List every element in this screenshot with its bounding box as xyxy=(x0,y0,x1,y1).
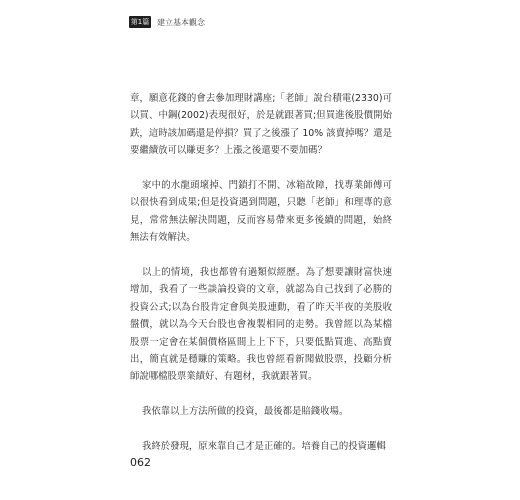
running-header xyxy=(129,16,205,28)
paragraph-5: 我終於發現，原來靠自己才是正確的。培養自己的投資邏輯 xyxy=(142,441,386,453)
paragraph-2: 家中的水龍頭壞掉、門鎖打不開、冰箱故障，找專業師傅可以很快看到成果;但是投資遇到問題，只聽「老師」和理專的意見，常常無法解決問題，反而容易帶來更多後續的問題，始終無法有效解決。 xyxy=(130,180,392,244)
paragraph-4: 我依靠以上方法所做的投資，最後都是賠錢收場。 xyxy=(142,406,349,418)
chapter-badge: 第1篇 xyxy=(130,18,150,26)
body-text xyxy=(130,90,392,473)
paragraph-1: 章，願意花錢的會去參加理財講座;「老師」說台積電(2330)可以買、中鋼(2002)表現很好，於是就跟著買;但買進後股價開始跌，這時該加碼還是停損？買了之後漲了 10% 該賣掉嗎？還是要繼續放可以賺更多？上漲之後還要不要加碼？ xyxy=(130,93,392,157)
paragraph-3: 以上的情境，我也都曾有過類似經歷。為了想要讓財富快速增加，我看了一些談論投資的文章，就認為自己找到了必勝的投資公式;以為台股肯定會與美股連動，看了昨天半夜的美股收盤價，就以為今天台股也會複製相同的走勢。我曾經以為某檔股票一定會在某個價格區間上上下下，只要低點買進、高點賣出，簡直就是穩賺的策略。我也曾經看新聞做股票，投顧分析師說哪檔股票業績好、有題材，我就跟著買。 xyxy=(130,267,392,383)
chapter-title: 建立基本觀念 xyxy=(157,17,205,27)
page-number: 062 xyxy=(130,456,151,469)
